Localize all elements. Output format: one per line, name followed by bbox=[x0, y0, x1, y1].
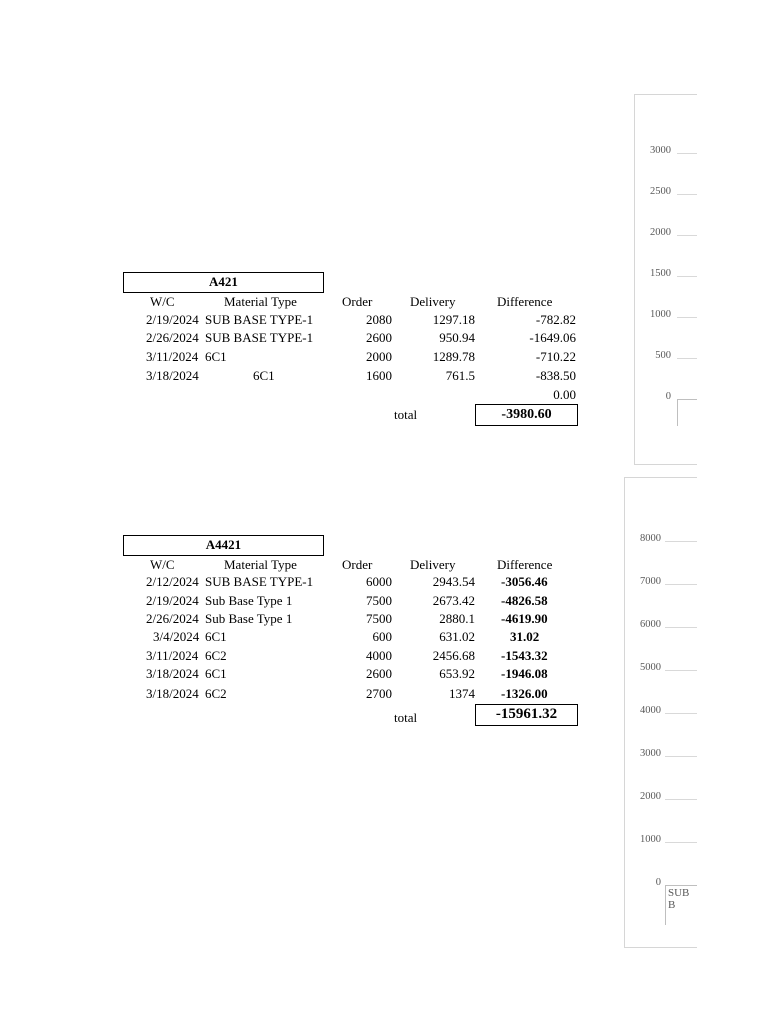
chart2-baseline bbox=[665, 885, 697, 886]
cell-difference: 31.02 bbox=[510, 629, 540, 644]
cell-material: Sub Base Type 1 bbox=[205, 593, 293, 608]
cell-wc: 3/18/2024 bbox=[146, 666, 199, 681]
cell-delivery: 2673.42 bbox=[432, 593, 475, 608]
cell-wc: 3/18/2024 bbox=[146, 686, 199, 701]
cell-difference: -838.50 bbox=[535, 368, 576, 383]
cell-difference: -1326.00 bbox=[501, 686, 548, 701]
chart2-gridline bbox=[665, 627, 697, 628]
header-material-type: Material Type bbox=[224, 294, 297, 309]
cell-wc: 2/19/2024 bbox=[146, 312, 199, 327]
cell-material: 6C1 bbox=[205, 349, 227, 364]
cell-wc: 2/26/2024 bbox=[146, 611, 199, 626]
cell-delivery: 2943.54 bbox=[432, 574, 475, 589]
chart2-panel bbox=[624, 477, 697, 948]
cell-wc: 3/11/2024 bbox=[146, 349, 199, 364]
cell-difference: -3056.46 bbox=[501, 574, 548, 589]
chart1-gridline bbox=[677, 153, 697, 154]
cell-difference: -4826.58 bbox=[501, 593, 548, 608]
section1-title: A421 bbox=[123, 272, 324, 293]
chart2-tick: 1000 bbox=[640, 834, 661, 845]
cell-difference: -1649.06 bbox=[529, 330, 576, 345]
cell-wc: 3/18/2024 bbox=[146, 368, 199, 383]
cell-delivery: 950.94 bbox=[439, 330, 475, 345]
chart2-gridline bbox=[665, 842, 697, 843]
cell-delivery: 1289.78 bbox=[432, 349, 475, 364]
cell-delivery: 653.92 bbox=[439, 666, 475, 681]
cell-order: 2080 bbox=[366, 312, 392, 327]
chart1-gridline bbox=[677, 276, 697, 277]
chart1-tick: 500 bbox=[655, 350, 671, 361]
cell-material: SUB BASE TYPE-1 bbox=[205, 574, 314, 589]
chart2-tick: 6000 bbox=[640, 619, 661, 630]
chart2-tick: 5000 bbox=[640, 662, 661, 673]
cell-wc: 2/26/2024 bbox=[146, 330, 199, 345]
chart2-tick: 7000 bbox=[640, 576, 661, 587]
chart1-tick: 2000 bbox=[650, 227, 671, 238]
header-wc: W/C bbox=[150, 294, 175, 309]
cell-order: 6000 bbox=[366, 574, 392, 589]
cell-material: SUB BASE TYPE-1 bbox=[205, 330, 314, 345]
chart1-tick: 0 bbox=[665, 391, 671, 402]
cell-order: 2600 bbox=[366, 666, 392, 681]
cell-difference: -4619.90 bbox=[501, 611, 548, 626]
cell-order: 4000 bbox=[366, 648, 392, 663]
cell-order: 7500 bbox=[366, 593, 392, 608]
header-difference: Difference bbox=[497, 294, 553, 309]
chart2-category-label: SUB B bbox=[668, 887, 690, 911]
chart1-gridline bbox=[677, 194, 697, 195]
section2-total-label: total bbox=[394, 710, 418, 725]
cell-delivery: 761.5 bbox=[445, 368, 475, 383]
cell-order: 1600 bbox=[366, 368, 392, 383]
header-material-type: Material Type bbox=[224, 557, 297, 572]
section2-total-value: -15961.32 bbox=[475, 704, 578, 726]
chart2-gridline bbox=[665, 799, 697, 800]
cell-material: 6C1 bbox=[253, 368, 275, 383]
cell-delivery: 2880.1 bbox=[439, 611, 475, 626]
section2-title: A4421 bbox=[123, 535, 324, 556]
cell-delivery: 631.02 bbox=[439, 629, 475, 644]
header-delivery: Delivery bbox=[410, 294, 456, 309]
chart1-axis bbox=[677, 399, 678, 426]
chart1-panel bbox=[634, 94, 697, 465]
cell-material: Sub Base Type 1 bbox=[205, 611, 293, 626]
chart1-gridline bbox=[677, 358, 697, 359]
chart1-baseline bbox=[677, 399, 697, 400]
cell-order: 2600 bbox=[366, 330, 392, 345]
header-difference: Difference bbox=[497, 557, 553, 572]
cell-delivery: 1374 bbox=[449, 686, 475, 701]
cell-wc: 2/12/2024 bbox=[146, 574, 199, 589]
cell-order: 600 bbox=[372, 629, 392, 644]
chart1-tick: 2500 bbox=[650, 186, 671, 197]
cell-delivery: 1297.18 bbox=[432, 312, 475, 327]
chart1-tick: 1500 bbox=[650, 268, 671, 279]
cell-order: 7500 bbox=[366, 611, 392, 626]
section1-total-label: total bbox=[394, 407, 418, 422]
cell-order: 2700 bbox=[366, 686, 392, 701]
chart2-axis bbox=[665, 885, 666, 925]
header-order: Order bbox=[342, 294, 373, 309]
cell-material: 6C1 bbox=[205, 666, 227, 681]
chart1-tick: 3000 bbox=[650, 145, 671, 156]
cell-material: 6C1 bbox=[205, 629, 227, 644]
cell-wc: 2/19/2024 bbox=[146, 593, 199, 608]
chart2-gridline bbox=[665, 670, 697, 671]
chart1-gridline bbox=[677, 235, 697, 236]
chart2-tick: 8000 bbox=[640, 533, 661, 544]
chart2-gridline bbox=[665, 756, 697, 757]
chart2-tick: 2000 bbox=[640, 791, 661, 802]
cell-difference: -782.82 bbox=[535, 312, 576, 327]
cell-order: 2000 bbox=[366, 349, 392, 364]
cell-material: 6C2 bbox=[205, 648, 227, 663]
chart2-tick: 3000 bbox=[640, 748, 661, 759]
chart2-tick: 0 bbox=[655, 877, 661, 888]
section1-total-value: -3980.60 bbox=[475, 404, 578, 426]
header-order: Order bbox=[342, 557, 373, 572]
cell-difference: -710.22 bbox=[535, 349, 576, 364]
chart2-tick: 4000 bbox=[640, 705, 661, 716]
cell-difference: -1946.08 bbox=[501, 666, 548, 681]
cell-wc: 3/11/2024 bbox=[146, 648, 199, 663]
header-delivery: Delivery bbox=[410, 557, 456, 572]
chart2-gridline bbox=[665, 541, 697, 542]
extra-difference: 0.00 bbox=[553, 387, 576, 402]
chart2-gridline bbox=[665, 713, 697, 714]
chart1-tick: 1000 bbox=[650, 309, 671, 320]
chart1-gridline bbox=[677, 317, 697, 318]
cell-difference: -1543.32 bbox=[501, 648, 548, 663]
chart2-gridline bbox=[665, 584, 697, 585]
cell-material: 6C2 bbox=[205, 686, 227, 701]
cell-delivery: 2456.68 bbox=[432, 648, 475, 663]
cell-material: SUB BASE TYPE-1 bbox=[205, 312, 314, 327]
header-wc: W/C bbox=[150, 557, 175, 572]
cell-wc: 3/4/2024 bbox=[153, 629, 200, 644]
